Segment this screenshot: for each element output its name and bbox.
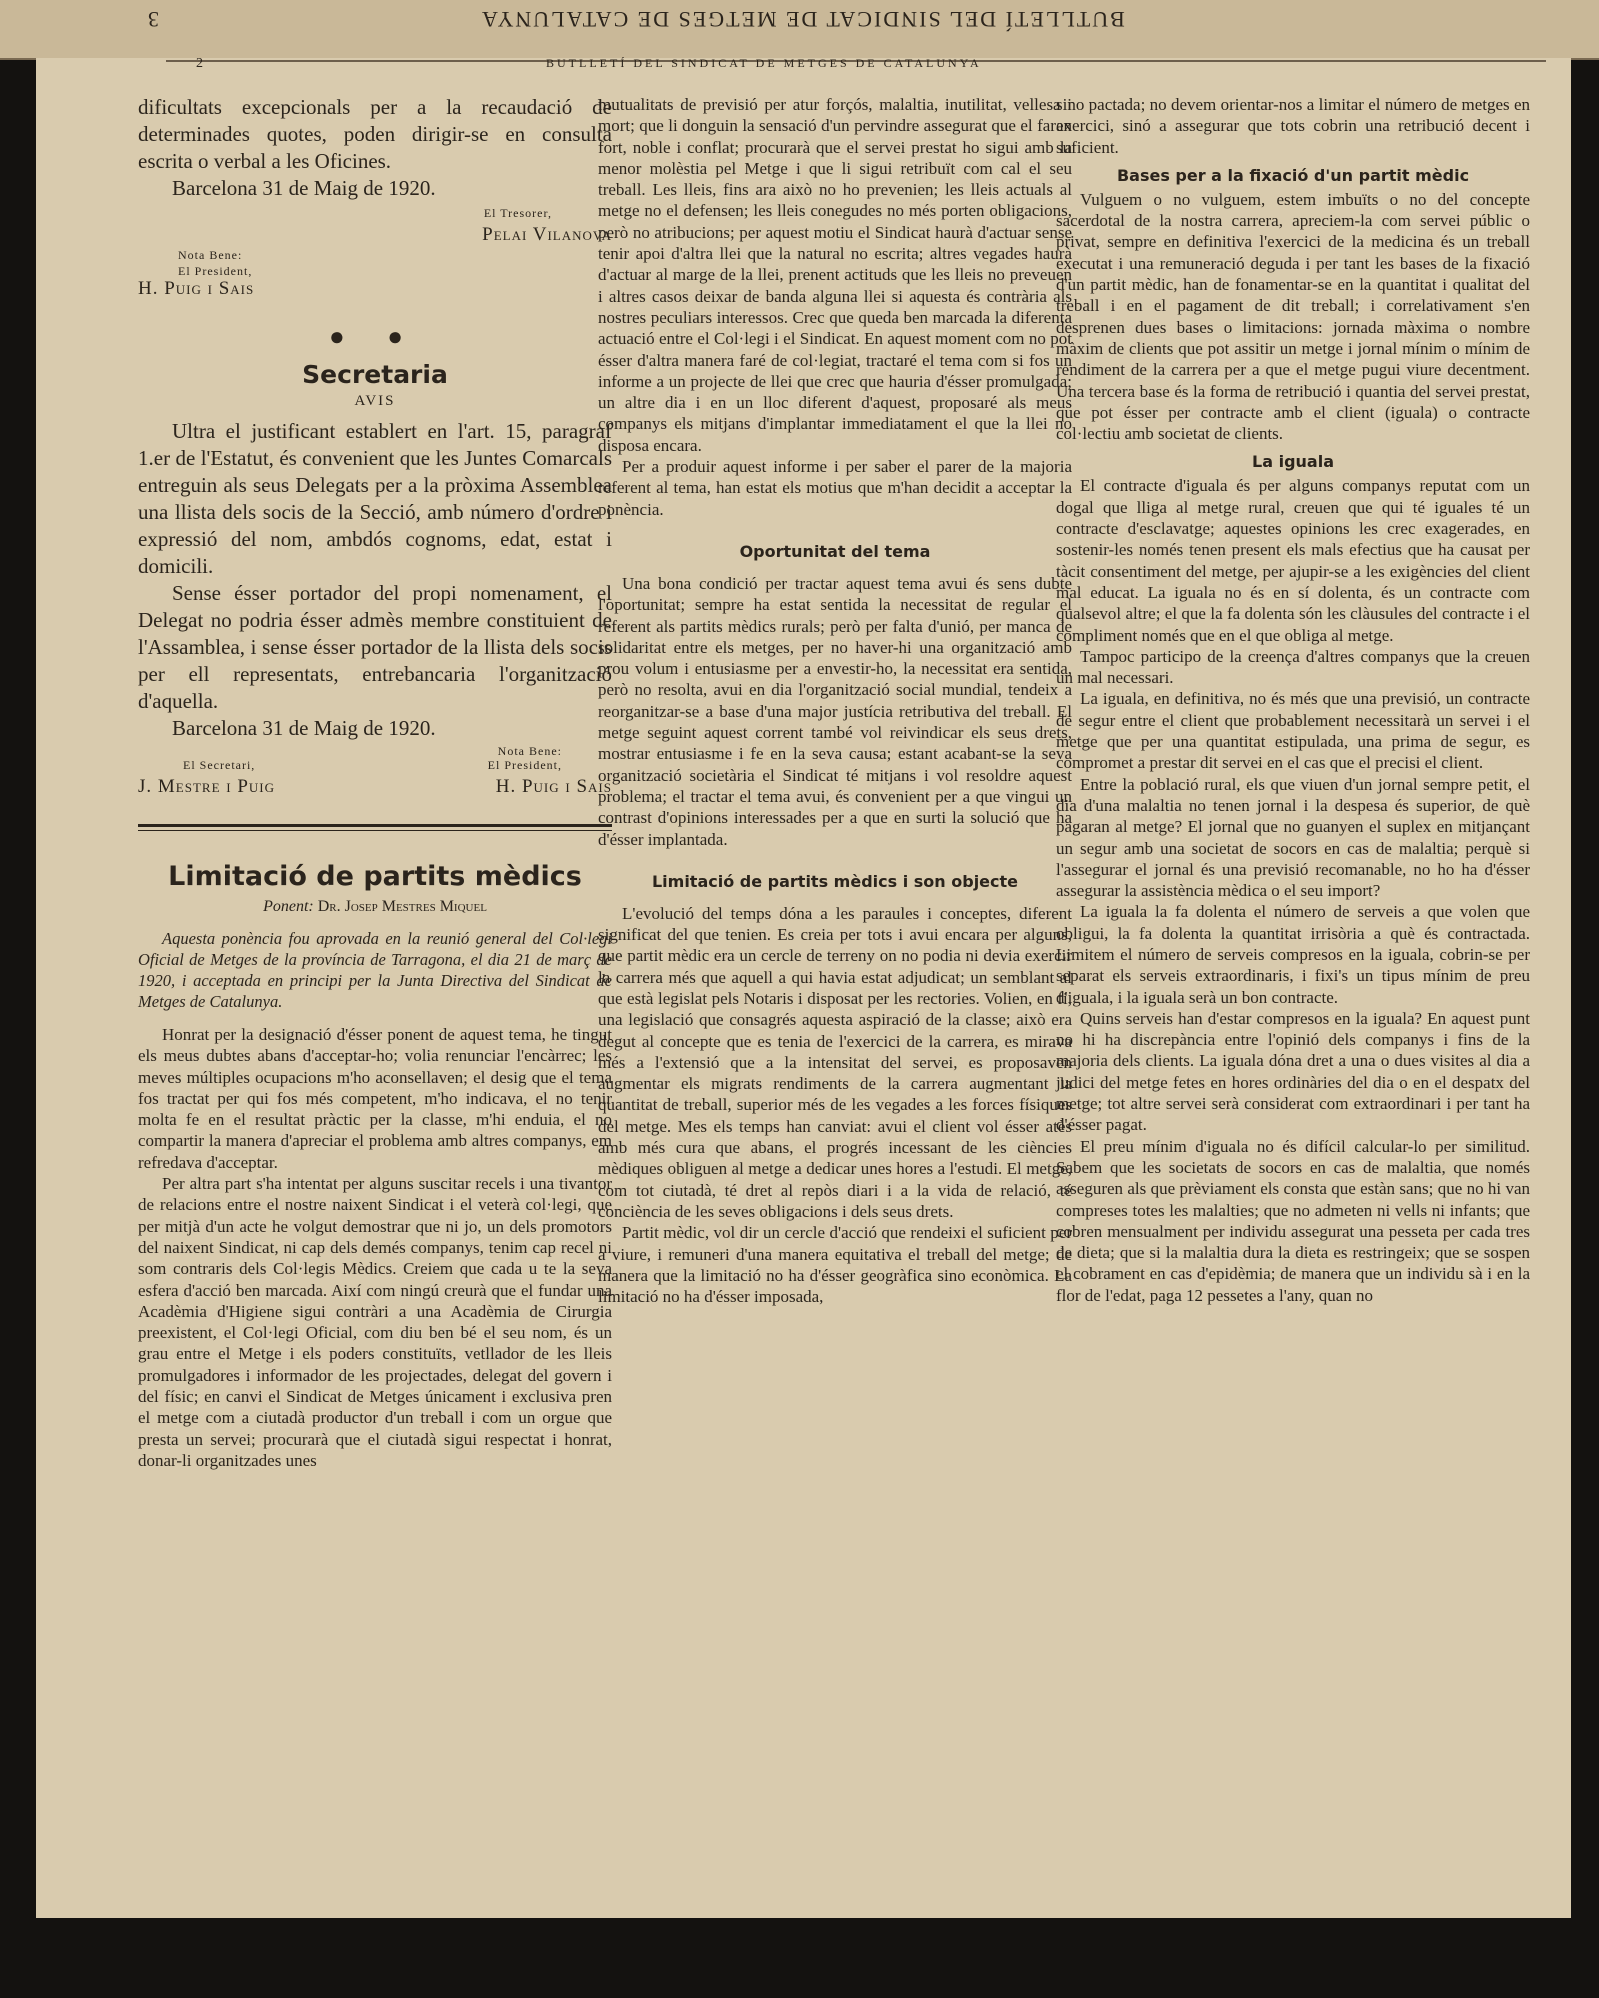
- paragraph: Vulguem o no vulguem, estem imbuïts o no del concepte sacerdotal de la nostra carrera, apreciem-la com servei públic o privat, sempre en definitiva l'exercici de la medicina és un treball executat i una remuneració deguda i per tant les bases de la fixació d'un partit mèdic, han de fonamentar-se en la quantitat i qualitat del treball i en el pagament de dit treball; i correlativament s'en desprenen dues bases o limitacions: jornada màxima o nombre màxim de clients que pot assitir un metge i jornal mínim o mínim de rendiment de la carrera per a que el metge pugui viure decentment. Una tercera base és la forma de retribució i quantia del servei prestat, que pot ésser per contracte amb el client (iguala) o contracte col·lectiu amb societat de clients.: [1056, 189, 1530, 444]
- ponent-label: Ponent:: [263, 898, 314, 915]
- paragraph: Per altra part s'ha intentat per alguns suscitar recels i una tivantor de relacions entre el nostre naixent Sindicat i el veterà col·legi, que per mitjà d'un acte he volgut demostrar que ni jo, un dels promotors del naixent Sindicat, ni cap dels demés companys, tenim cap recel ni som contraris dels Col·legis Mèdics. Creiem que cada u te la seva esfera d'acció ben marcada. Així com ningú creurà que el fundar una Acadèmia d'Higiene sigui contràri a una Acadèmia de Cirurgia preexistent, el Col·legi Oficial, com diu ben bé el seu nom, és un grau entre el Metge i els poders constituïts, vetllador de les lleis promulgadores i informador de les projectades, delegat del govern i del físic; en canvi el Sindicat de Metges únicament i exclusiva pren el metge com a ciutadà productor d'un treball i com un orgue que presta un servei; procurarà que el ciutadà sigui respectat i honrat, donar-li organitzades unes: [138, 1174, 612, 1470]
- section-heading: Limitació de partits mèdics i son objecte: [651, 871, 1019, 891]
- secretary-role: El Secretari,: [183, 758, 256, 772]
- paragraph: Sense ésser portador del propi nomenament, el Delegat no podria ésser admès membre constituient de l'Assamblea, i sense ésser portador de la llista dels socis per ell representats, entrebancaria l'organització d'aquella.: [138, 581, 612, 713]
- paragraph: sino pactada; no devem orientar-nos a limitar el número de metges en exercici, sinó a assegurar que tots cobrin una retribució decent i suficient.: [1056, 95, 1530, 157]
- paragraph: El preu mínim d'iguala no és difícil calcular-lo per similitud. Sabem que les societats de socors en cas de malaltia, que només asseguren als que prèviament els consta que estàn sans; que no hi van compreses totes les malalties; que no admeten ni vells ni infants; que cobren mensualment per individu assegurat una pesseta per cada tres de dieta; que si la malaltia dura la dieta es restringeix; que se sospen el cobrament en cas d'epidèmia; de manera que un individu sà i en la flor de l'edat, paga 12 pessetes a l'any, quan no: [1056, 1136, 1530, 1305]
- president-name: H. Puig i Sais: [138, 278, 255, 299]
- article-title: Limitació de partits mèdics: [168, 861, 582, 892]
- byline: [138, 898, 612, 916]
- secretary-name: J. Mestre i Puig: [138, 776, 276, 797]
- separator-dots: ● ●: [329, 322, 421, 351]
- top-running-title: BUTLLETÍ DEL SINDICAT DE METGES DE CATALUNYA: [480, 7, 1125, 32]
- paragraph: Partit mèdic, vol dir un cercle d'acció que rendeixi el suficient per a viure, i remuneri d'una manera equitativa el treball del metge; de manera que la limitació no ha d'ésser geogràfica sino econòmica. La limitació no ha d'ésser imposada,: [598, 1223, 1072, 1307]
- column-1: [138, 94, 612, 1471]
- date-line: Barcelona 31 de Maig de 1920.: [172, 716, 436, 740]
- notice-label: AVIS: [354, 393, 396, 409]
- section-heading: Oportunitat del tema: [739, 541, 931, 561]
- page-number: 2: [196, 56, 203, 71]
- president-name: H. Puig i Sais: [495, 776, 612, 797]
- newspaper-page: [36, 58, 1571, 1918]
- president-role: El President,: [487, 758, 562, 772]
- running-head: [166, 56, 1546, 72]
- paragraph: mutualitats de previsió per atur forçós, malaltia, inutilitat, vellesa i mort; que li donguin la sensació d'un pervindre assegurat que el faran fort, noble i conflat; procurarà que el servei prestat ho sigui amb la menor molèstia pel Metge i que li sigui retribuït com cal el seu treball. Les lleis, fins ara això no ho prevenien; les lleis actuals al metge no el defensen; les lleis conegudes no més porten obligacions, però no atribucions; per aquest motiu el Sindicat haurà d'actuar sense tenir apoi d'altra llei que la natural no escrita; altres vegades haurà d'actuar al marge de la llei, prenent actituds que les lleis no preveuen i altres casos deixar de banda alguna llei si aquesta és contrària als nostres peculiars interessos. Crec que queda ben marcada la diferenta actuació entre el Col·legi i el Sindicat. En aquest moment com no pot ésser d'altra manera faré de col·legiat, tractaré el tema com si fos un informe a un projecte de llei que crec que hauria d'ésser promulgada; un altre dia i en un lloc diferent d'aquest, proposaré als meus companys els mitjans d'implantar immediatament el que la llei no disposa encara.: [598, 95, 1072, 455]
- paragraph: Per a produir aquest informe i per saber el parer de la majoria referent al tema, han estat els motius que m'han decidit a acceptar la ponència.: [598, 457, 1072, 519]
- intro-text: dificultats excepcionals per a la recaudació de determinades quotes, poden dirigir-se en consulta escrita o verbal a les Oficines.: [138, 95, 612, 173]
- section-title: Secretaria: [302, 360, 448, 389]
- ponent-name: Dr. Josep Mestres Miquel: [317, 898, 487, 915]
- signature-block-secretary: [138, 742, 612, 804]
- abstract: Aquesta ponència fou aprovada en la reunió general del Col·legi Oficial de Metges de la província de Tarragona, el dia 21 de març de 1920, i acceptada en principi per la Junta Directiva del Sindicat de Metges de Catalunya.: [138, 929, 612, 1011]
- running-title: BUTLLETÍ DEL SINDICAT DE METGES DE CATALUNYA: [546, 56, 982, 70]
- treasurer-name: Pelai Vilanova: [482, 224, 612, 245]
- section-heading: La iguala: [1252, 452, 1334, 472]
- paragraph: Entre la població rural, els que viuen d'un jornal sempre petit, el dia d'una malaltia no tenen jornal i la despesa és superior, de què pagaran al metge? El jornal que no guanyen el suplex en mitjançant un segur amb una societat de socors en cas de malaltia; perquè si l'assegurar el jornal és una previsió recomanable, no ho ha d'ésser assegurar la assistència mèdica o el seu import?: [1056, 774, 1530, 901]
- paragraph: La iguala, en definitiva, no és més que una previsió, un contracte de segur entre el client que probablement necessitarà un servei i el metge que per una quantitat estipulada, una prima de segur, es compromet a prestar dit servei en el cas que el precisi el client.: [1056, 689, 1530, 773]
- top-page-number: 3: [148, 7, 159, 32]
- paragraph: El contracte d'iguala és per alguns companys reputat com un dogal que lliga al metge rural, creuen que qui té iguales té un contracte d'esclavatge; aquestes opinions les crec exagerades, en sostenir-les només tenen present els mals efectius que ha causat per tàcit consentiment del metge, per ajupir-se a les exigències del client mal educat. La iguala no és en sí dolenta, és un contracte com qualsevol altre; el que la fa dolenta són les clàusules del contracte i el compliment només que en el que obliga al metge.: [1056, 476, 1530, 645]
- paragraph: Ultra el justificant establert en l'art. 15, paragraf 1.er de l'Estatut, és convenient que les Juntes Comarcals entreguin als seus Delegats per a la pròxima Assemblea una llista dels socis de la Secció, amb número d'ordre i expressió del nom, ambdós cognoms, edat, estat i domicili.: [138, 419, 612, 578]
- signature-block-treasurer: [138, 202, 612, 298]
- paragraph: Una bona condició per tractar aquest tema avui és sens dubte l'oportunitat; sempre ha estat sentida la necessitat de regular el referent als partits mèdics rurals; però per falta d'unió, per manca de solidaritat entre els metges, per no haver-hi una organització amb prou volum i entusiasme per a envestir-ho, la necessitat era sentida, però no resolta, avui en dia l'organització social mundial, tendeix a reorganitzar-se a base d'una major justícia retributiva del treball. El metge seguint aquest corrent també vol reivindicar els seus drets, mostrar entusiasme i fe en la seva causa; estant acabant-se la seva organització societària el Sindicat té mitjans i vol resoldre aquest problema; el tractar el tema avui, és convenient per a que vingui un contrast d'opinions interessades per a que en surti la solució que ha d'ésser implantada.: [598, 573, 1072, 849]
- previous-page-edge: [0, 0, 1599, 60]
- column-2: [598, 94, 1072, 1307]
- section-heading: Bases per a la fixació d'un partit mèdic: [1116, 165, 1470, 185]
- paragraph: La iguala la fa dolenta el número de serveis a que volen que obligui, la fa dolenta la quantitat irrisòria a què és contractada. Limitem el número de serveis compresos en la iguala, cobrin-se per separat els serveis extraordinaris, i fixi's un tipus mínim de preu d'iguala, i la iguala serà un bon contracte.: [1056, 902, 1530, 1007]
- treasurer-role: El Tresorer,: [483, 206, 552, 220]
- nota-bene: Nota Bene:: [178, 248, 243, 262]
- paragraph: Honrat per la designació d'ésser ponent de aquest tema, he tingut els meus dubtes abans d'acceptar-ho; volia renunciar l'encàrrec; les meves múltiples ocupacions m'ho aconsellaven; el desig que el tema fos tractat per qui fos més competent, m'ho indicava, el no tenir molta fe en el resultat pràctic per la classe, m'hi enduia, el no compartir la manera d'apreciar el problema amb altres companys, em refredava d'acceptar.: [138, 1025, 612, 1172]
- double-rule: [138, 824, 612, 831]
- paragraph: Tampoc participo de la creença d'altres companys que la creuen un mal necessari.: [1056, 646, 1530, 688]
- nota-bene: Nota Bene:: [497, 744, 562, 758]
- column-3: [1056, 94, 1530, 1306]
- date-line: Barcelona 31 de Maig de 1920.: [172, 176, 436, 200]
- president-role: El President,: [178, 264, 253, 278]
- paragraph: L'evolució del temps dóna a les paraules i conceptes, diferent significat del que tenien. Es creia per tots i avui encara per alguns, que partit mèdic era un cercle de terreny on no podia ni devia exercir la carrera més que aquell a qui havia estat adjudicat; un semblant al que està legislat pels Notaris i disposat per les rectories. Volien, en fi, una legislació que consagrés aquesta aspiració de la classe; això era degut al concepte que es tenia de l'exercici de la carrera, es mirava més a l'extensió que a la intensitat del servei, es proposaven augmentar els migrats rendiments de la carrera augmentant la quantitat de treball, superior més de les vegades a les forces físiques del metge. Mes els temps han canviat: avui el client vol ésser atès amb més cura que abans, el progrés incessant de les ciències mèdiques obliguen al metge a dedicar unes hores a l'estudi. El metge, com tot ciutadà, té dret al repòs diari i a la vida de relació, té conciència de les seves obligacions i dels seus drets.: [598, 903, 1072, 1221]
- paragraph: Quins serveis han d'estar compresos en la iguala? En aquest punt no hi ha discrepància entre l'opinió dels companys i fins de la majoria dels clients. La iguala dóna dret a una o dues visites al dia a judici del metge fetes en hores ordinàries del dia o en el despatx del metge; tot altre servei serà considerat com extraordinari i per tant ha d'ésser pagat.: [1056, 1008, 1530, 1135]
